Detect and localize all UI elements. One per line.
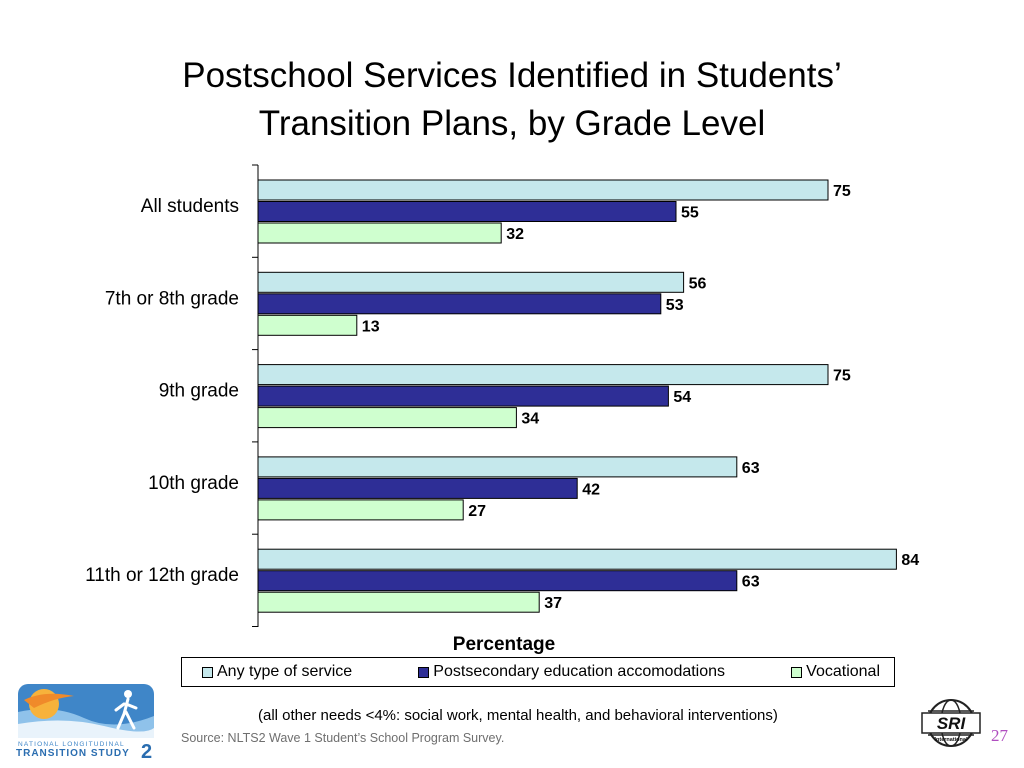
nlts2-logo-line-1: NATIONAL LONGITUDINAL	[18, 741, 125, 748]
legend-label-any-service: Any type of service	[217, 663, 353, 680]
nlts2-logo-number: 2	[141, 741, 153, 760]
legend-swatch-postsecondary	[418, 667, 429, 678]
bar-vocational	[258, 592, 539, 612]
data-label: 56	[688, 275, 707, 293]
legend-label-postsecondary: Postsecondary education accomodations	[433, 663, 726, 680]
legend-item-any-service	[202, 663, 352, 681]
sri-logo-text: SRI	[936, 714, 966, 733]
sri-logo-subtext: International	[934, 737, 968, 743]
chart-legend	[181, 657, 895, 687]
data-label: 37	[544, 595, 562, 613]
legend-label-vocational: Vocational	[806, 663, 880, 680]
chart-bars	[258, 180, 896, 612]
slide-title-line-1: Postschool Services Identified in Students’	[182, 56, 842, 95]
bar-postsecondary	[258, 202, 676, 222]
category-label: 11th or 12th grade	[85, 565, 239, 587]
data-label: 53	[665, 296, 684, 314]
bar-vocational	[258, 315, 357, 335]
data-label: 54	[673, 389, 692, 407]
category-label: 9th grade	[158, 380, 239, 402]
slide-title-line-2: Transition Plans, by Grade Level	[258, 104, 766, 143]
bar-vocational	[258, 223, 501, 243]
footnote: (all other needs <4%: social work, mental health, and behavioral interventions)	[258, 707, 778, 724]
nlts2-logo-line-2: TRANSITION STUDY	[16, 748, 130, 759]
sri-logo	[918, 698, 984, 750]
x-axis-title: Percentage	[452, 634, 556, 655]
data-label: 13	[361, 318, 380, 336]
bar-any-service	[258, 365, 828, 385]
bar-postsecondary	[258, 571, 737, 591]
bar-postsecondary	[258, 478, 577, 498]
source-note: Source: NLTS2 Wave 1 Student’s School Program Survey.	[181, 731, 505, 745]
bar-vocational	[258, 500, 463, 520]
legend-item-vocational	[791, 663, 880, 681]
chart-axis	[252, 165, 258, 627]
data-label: 84	[901, 552, 920, 570]
data-label: 42	[582, 481, 600, 499]
nlts2-logo	[14, 682, 156, 760]
data-label: 32	[506, 226, 524, 243]
slide-title	[0, 52, 1024, 148]
category-label: 7th or 8th grade	[104, 288, 239, 310]
legend-swatch-vocational	[791, 667, 802, 678]
data-label: 55	[681, 204, 699, 222]
legend-swatch-any-service	[202, 667, 213, 678]
bar-chart	[0, 150, 1024, 660]
data-label: 75	[833, 367, 851, 385]
legend-item-postsecondary	[418, 663, 725, 681]
data-label: 34	[521, 410, 540, 428]
page-number: 27	[991, 726, 1008, 745]
bar-any-service	[258, 457, 737, 477]
data-label: 63	[741, 573, 760, 591]
category-label: All students	[140, 196, 239, 217]
bar-vocational	[258, 408, 516, 428]
data-label: 63	[741, 459, 760, 477]
data-label: 75	[833, 183, 851, 200]
bar-postsecondary	[258, 294, 661, 314]
data-label: 27	[468, 502, 486, 520]
bar-any-service	[258, 272, 684, 292]
bar-any-service	[258, 549, 896, 569]
category-label: 10th grade	[148, 472, 239, 494]
bar-any-service	[258, 180, 828, 200]
bar-postsecondary	[258, 386, 668, 406]
